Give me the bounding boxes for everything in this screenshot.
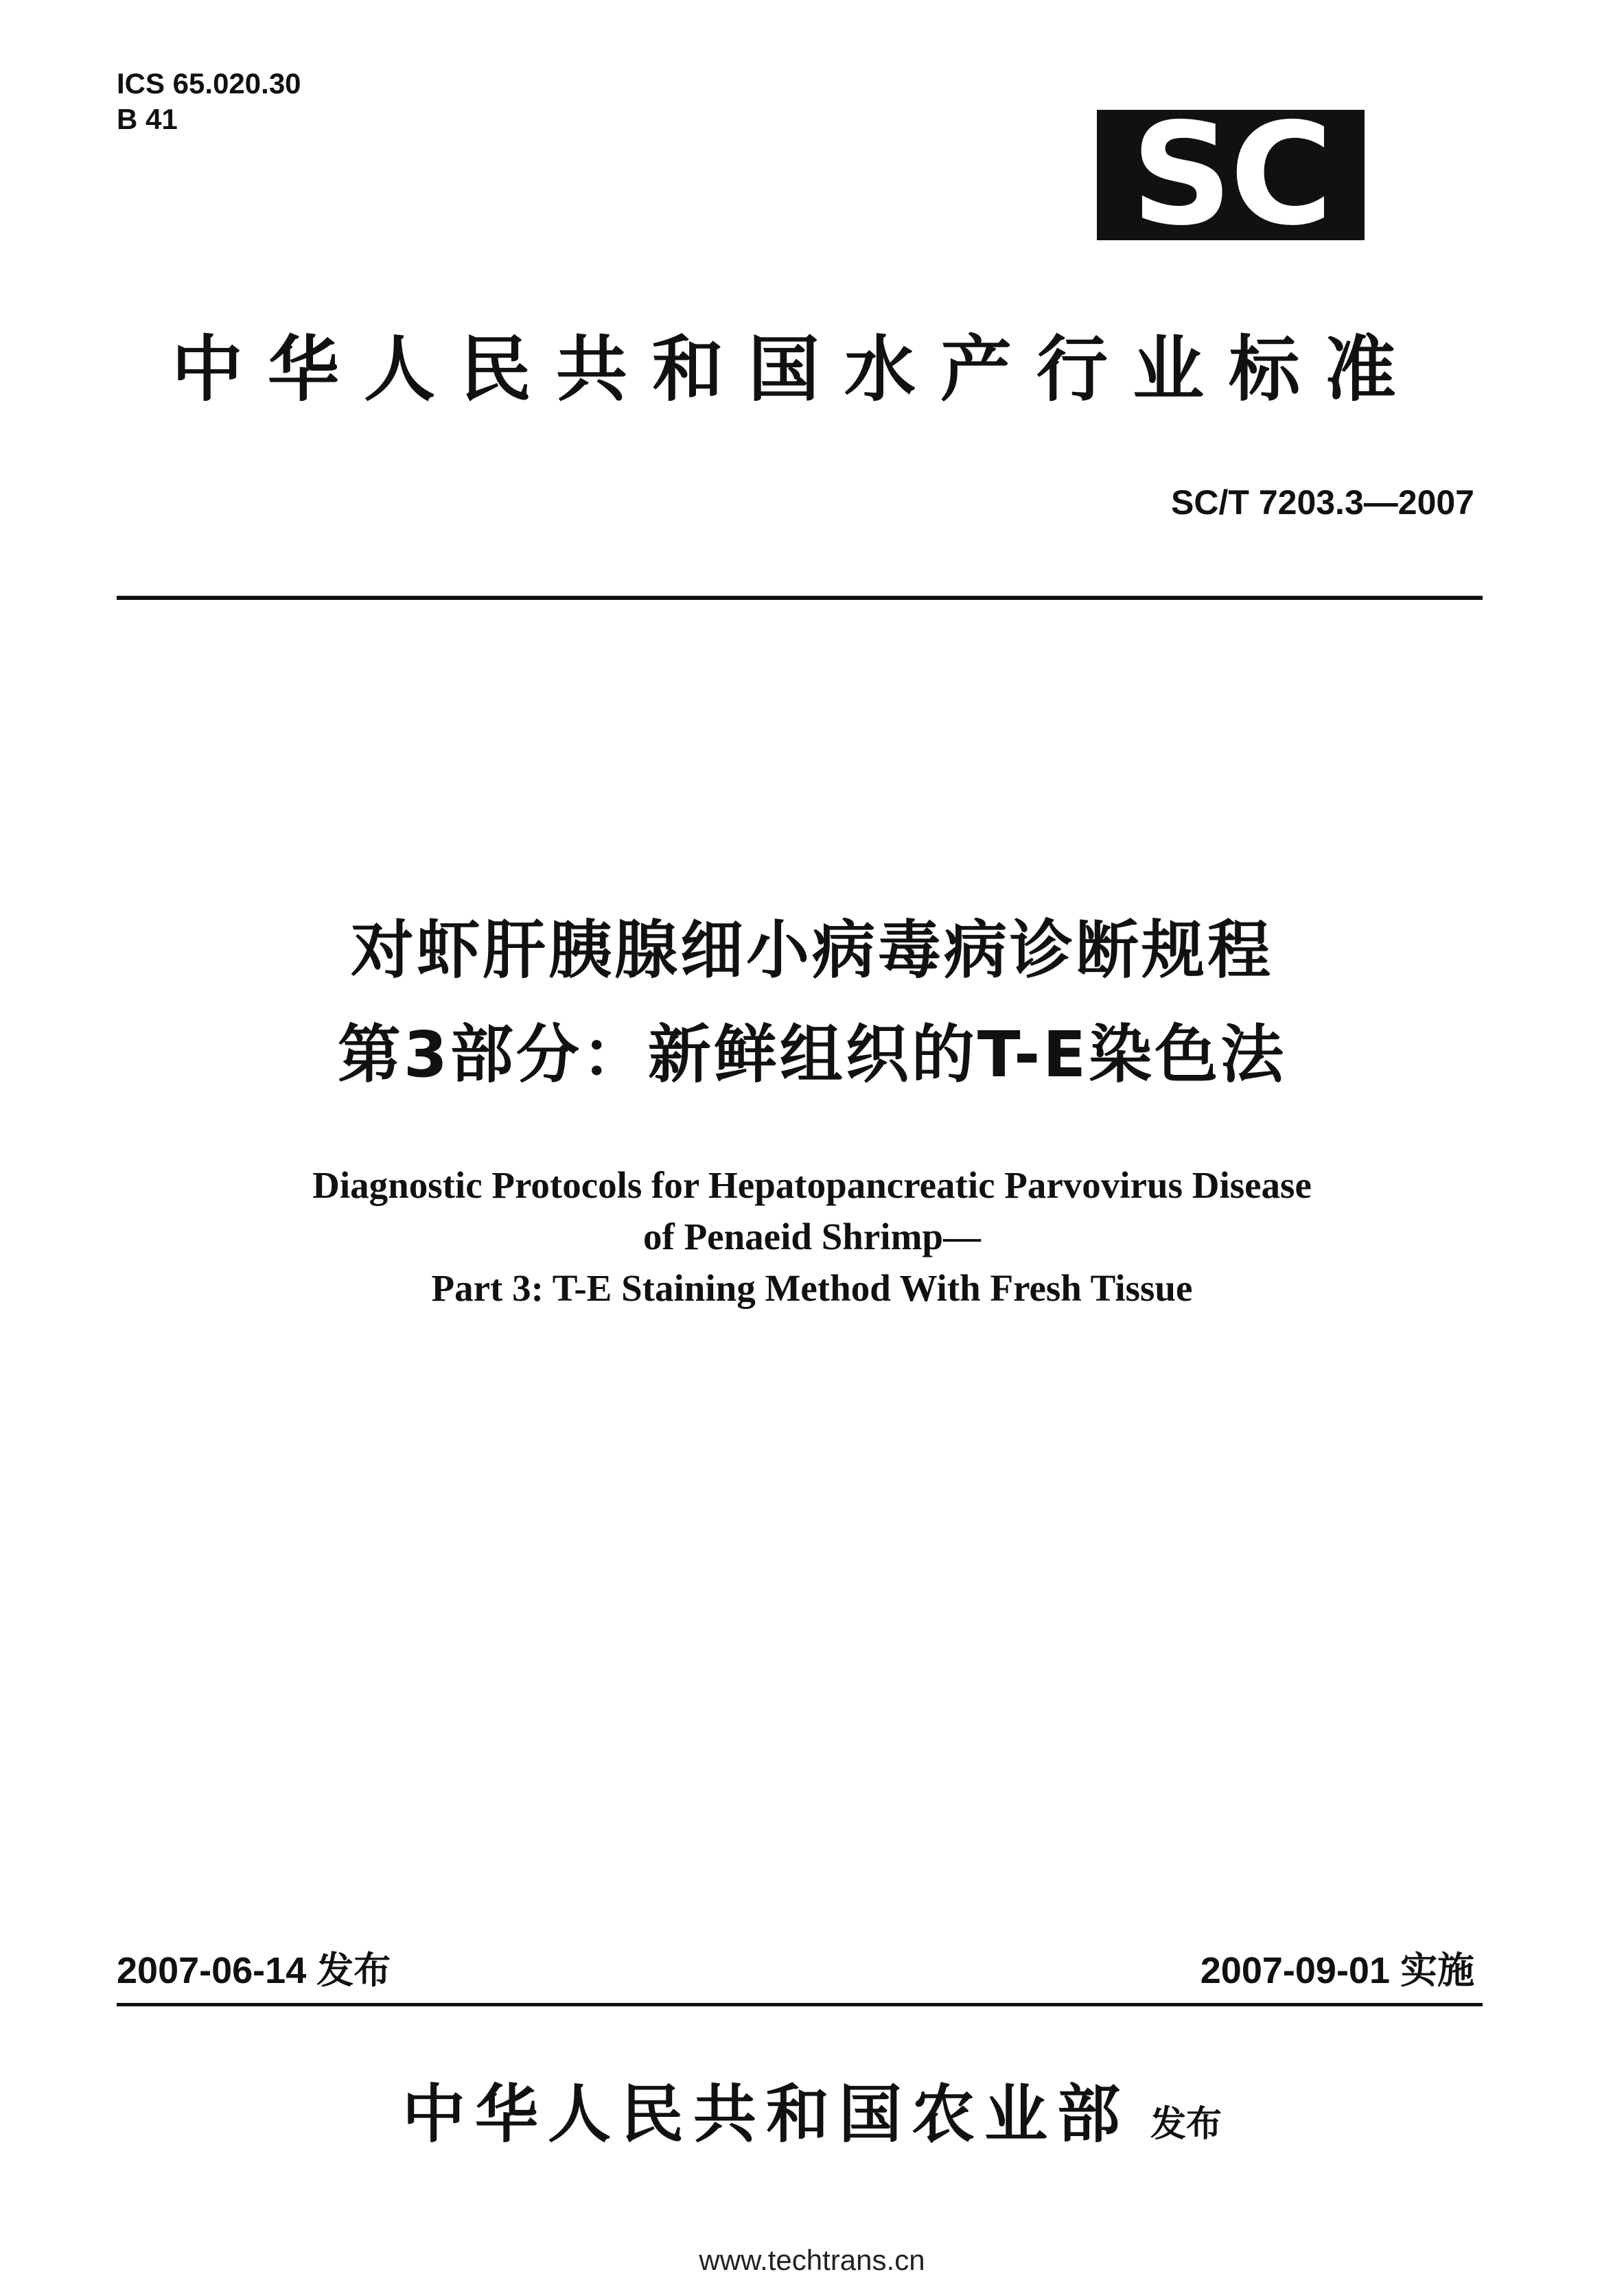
implementation-date: 2007-09-01 实施 [1200,1950,1474,1991]
title-cn-line2: 第3部分：新鲜组织的T-E染色法 [337,1018,1287,1091]
issue-date: 2007-06-14 发布 [117,1950,391,1991]
publisher-line [69,2077,1555,2153]
classification-codes [117,66,301,137]
title-en-line2: of Penaeid Shrimp— [643,1216,981,1257]
publisher-suffix: 发布 [1150,2104,1222,2145]
publisher-name: 中华人民共和国农业部 [402,2078,1130,2151]
standard-number: SC/T 7203.3—2007 [1171,483,1474,522]
watermark-url: www.techtrans.cn [699,2244,925,2276]
ics-code: ICS 65.020.30 [117,67,301,100]
title-en-line1: Diagnostic Protocols for Hepatopancreatic Parvovirus Disease [312,1164,1312,1206]
bottom-divider [117,2003,1483,2006]
title-en-line3: Part 3: T-E Staining Method With Fresh Tissue [431,1267,1193,1309]
sc-logo: SC [1097,110,1365,240]
title-cn-line1: 对虾肝胰腺细小病毒病诊断规程 [350,914,1273,987]
issuing-standard-header: 中华人民共和国水产行业标准 [171,327,1421,411]
top-divider [117,596,1483,600]
ccs-code: B 41 [117,103,178,135]
